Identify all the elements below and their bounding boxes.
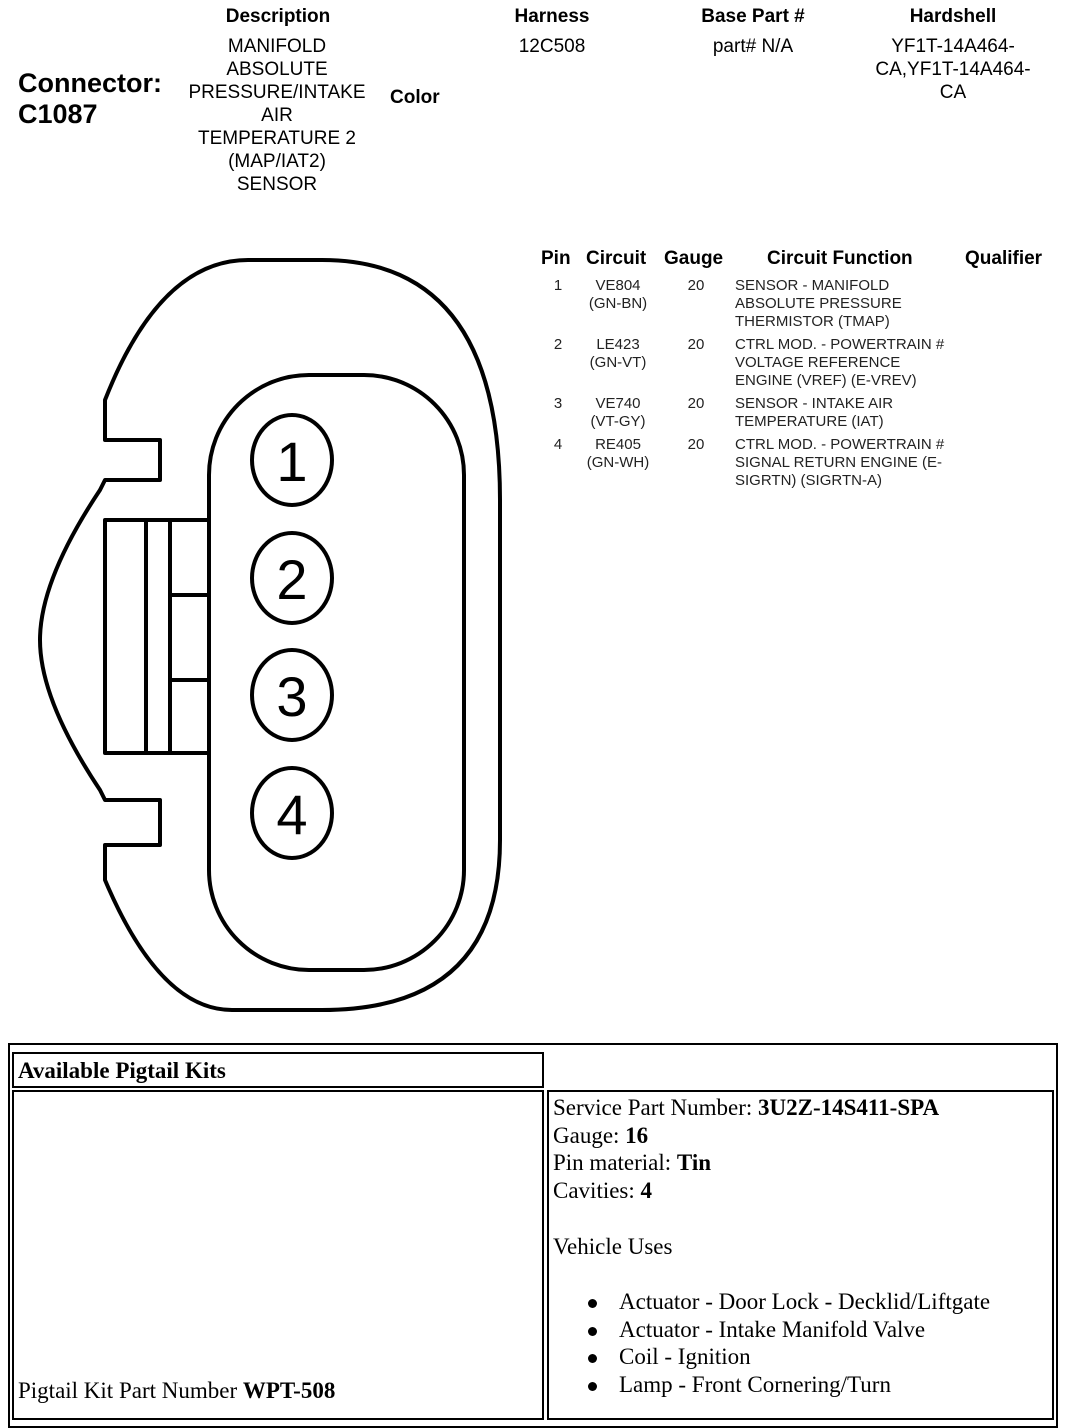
function-line: SIGNAL RETURN ENGINE (E-: [735, 454, 942, 471]
table-row-gauge: 20: [687, 395, 705, 412]
pin-material-value: Tin: [676, 1150, 712, 1176]
table-row-function: [735, 436, 965, 490]
circuit-id: RE405: [595, 436, 641, 453]
hardshell-value: [862, 35, 1044, 104]
function-line: ENGINE (VREF) (E-VREV): [735, 372, 917, 389]
function-line: VOLTAGE REFERENCE: [735, 354, 901, 371]
description-line: (MAP/IAT2): [228, 151, 326, 172]
service-part-details: [553, 1094, 1043, 1399]
function-line: SIGRTN) (SIGRTN-A): [735, 472, 882, 489]
gauge-value: 16: [625, 1122, 649, 1148]
table-row-circuit: [578, 277, 658, 313]
table-row-function: [735, 395, 965, 431]
kit-number: WPT-508: [242, 1378, 336, 1403]
pigtail-kit-part-number: [18, 1378, 335, 1404]
table-row-circuit: [578, 395, 658, 431]
list-item: Coil - Ignition: [583, 1343, 1043, 1371]
function-col-header: Circuit Function: [767, 248, 913, 269]
gauge-label: Gauge:: [553, 1122, 626, 1148]
gauge-col-header: Gauge: [664, 248, 724, 269]
description-value: [172, 35, 382, 196]
function-line: THERMISTOR (TMAP): [735, 313, 890, 330]
table-row-pin: 4: [553, 436, 563, 453]
service-part-cell: [547, 1090, 1054, 1420]
wire-color: (GN-BN): [588, 295, 648, 312]
pin-material-label: Pin material:: [553, 1150, 677, 1176]
circuit-id: VE740: [595, 395, 641, 412]
qualifier-col-header: Qualifier: [965, 248, 1043, 269]
description-line: ABSOLUTE: [226, 59, 328, 80]
table-row-circuit: [578, 336, 658, 372]
hardshell-header: Hardshell: [909, 6, 997, 27]
table-row-function: [735, 277, 965, 331]
table-row-function: [735, 336, 965, 390]
connector-latch-slot: [105, 520, 209, 753]
circuit-id: LE423: [596, 336, 640, 353]
function-line: TEMPERATURE (IAT): [735, 413, 884, 430]
circuit-col-header: Circuit: [586, 248, 647, 269]
harness-value: 12C508: [518, 36, 586, 57]
table-row-pin: 1: [553, 277, 563, 294]
table-row-pin: 3: [553, 395, 563, 412]
table-row-circuit: [578, 436, 658, 472]
cavities-label: Cavities:: [553, 1178, 641, 1204]
description-line: AIR: [261, 105, 293, 126]
hardshell-line: YF1T-14A464-: [891, 36, 1015, 57]
wire-color: (VT-GY): [590, 413, 646, 430]
pin-1-label: 1: [276, 430, 308, 493]
service-part-line: [553, 1094, 1043, 1122]
description-line: MANIFOLD: [227, 36, 327, 57]
pin-col-header: Pin: [541, 248, 571, 269]
base-part-header: Base Part #: [701, 6, 805, 27]
connector-inner-cavity: [209, 375, 464, 970]
service-part-label: Service Part Number:: [553, 1095, 759, 1120]
pin-2-label: 2: [276, 548, 308, 611]
function-line: CTRL MOD. - POWERTRAIN #: [735, 436, 945, 453]
list-item: Lamp - Front Cornering/Turn: [583, 1371, 1043, 1399]
description-line: PRESSURE/INTAKE: [188, 82, 366, 103]
connector-id: C1087: [18, 99, 98, 129]
connector-label: Connector:: [18, 68, 162, 98]
table-row-gauge: 20: [687, 277, 705, 294]
function-line: ABSOLUTE PRESSURE: [735, 295, 902, 312]
pin-3-label: 3: [276, 665, 308, 728]
vehicle-uses-list: [583, 1288, 1043, 1399]
hardshell-line: CA: [939, 82, 967, 103]
pin-4-label: 4: [276, 783, 308, 846]
pigtail-kit-cell: [12, 1090, 544, 1420]
service-part-number: 3U2Z-14S411-SPA: [758, 1095, 940, 1120]
base-part-value: part# N/A: [712, 36, 794, 57]
circuit-id: VE804: [595, 277, 641, 294]
harness-header: Harness: [514, 6, 590, 27]
connector-title: [18, 68, 162, 130]
pin-material-line: [553, 1149, 1043, 1177]
gauge-line: [553, 1122, 1043, 1150]
hardshell-line: CA,YF1T-14A464-: [875, 59, 1031, 80]
cavities-value: 4: [640, 1178, 653, 1204]
list-item: Actuator - Door Lock - Decklid/Liftgate: [583, 1288, 1043, 1316]
cavities-line: [553, 1177, 1043, 1205]
color-label: Color: [390, 87, 440, 108]
wire-color: (GN-VT): [589, 354, 647, 371]
description-header: Description: [225, 6, 331, 27]
pigtail-title-cell: [12, 1052, 544, 1088]
kit-label: Pigtail Kit Part Number: [18, 1378, 243, 1403]
description-line: TEMPERATURE 2: [197, 128, 356, 149]
list-item: Actuator - Intake Manifold Valve: [583, 1316, 1043, 1344]
pigtail-title: Available Pigtail Kits: [18, 1058, 226, 1083]
wire-color: (GN-WH): [586, 454, 650, 471]
function-line: SENSOR - INTAKE AIR: [735, 395, 894, 412]
function-line: SENSOR - MANIFOLD: [735, 277, 890, 294]
description-line: SENSOR: [236, 174, 318, 195]
table-row-gauge: 20: [687, 336, 705, 353]
connector-face-diagram: [0, 230, 520, 1030]
function-line: CTRL MOD. - POWERTRAIN #: [735, 336, 945, 353]
table-row-pin: 2: [553, 336, 563, 353]
connector-outer-housing: [40, 260, 500, 1010]
table-row-gauge: 20: [687, 436, 705, 453]
vehicle-uses-label: Vehicle Uses: [553, 1233, 673, 1259]
